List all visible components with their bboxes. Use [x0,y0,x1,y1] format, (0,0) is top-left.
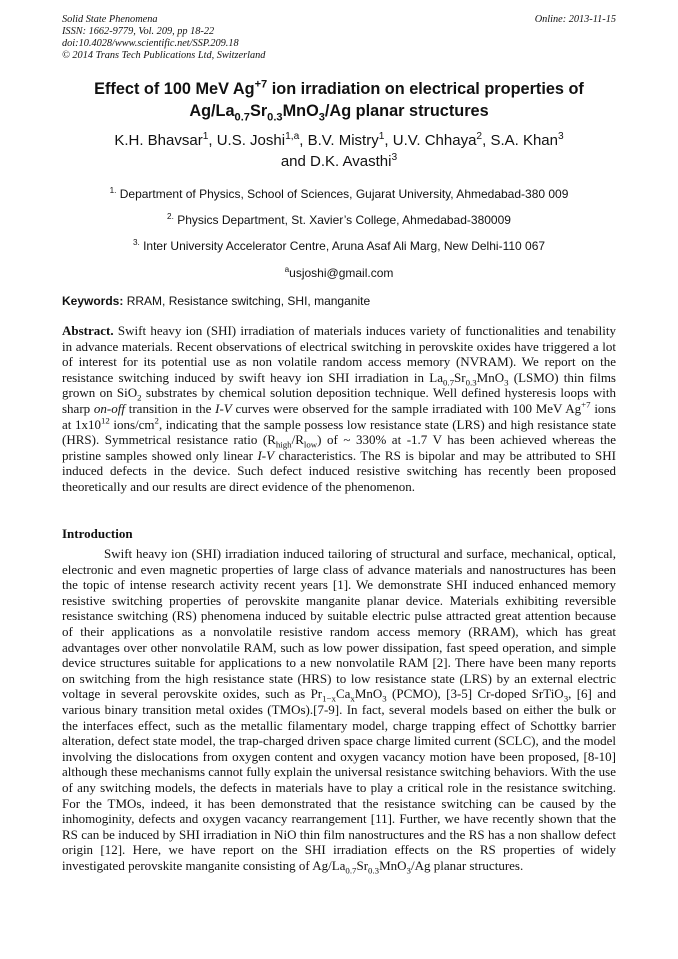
author-name: S.A. Khan [490,132,558,149]
journal-header [62,14,616,62]
affiliation-2: $^{2.}$ Physics Department, St. Xavier’s College, Ahmedabad-380009 [167,212,511,227]
author-name: B.V. Mistry [307,132,379,149]
affiliation-1: $^{1.}$ Department of Physics, School of Sciences, Gujarat University, Ahmedabad-380 009 [109,186,569,201]
keywords [62,294,616,308]
doi-line: doi:10.4028/www.scientific.net/SSP.209.18 [62,38,239,49]
keywords-label: Keywords: [62,294,124,308]
abstract: Abstract. Swift heavy ion (SHI) irradiation of materials induces variety of functionalities and tenability in advance materials. Recent observations of electrical switching in perovskite oxides have triggered a lot of interest for its potential use as non volatile random access memory (NVRAM). We report on the resistance switching induced by swift heavy ion SHI irradiation in $La_{0.7}Sr_{0.3}MnO_3$ (LSMO) thin films grown on SiO$_2$ substrates by chemical solution deposition technique. Well defined hysteresis loops with sharp on-off transition in the I-V curves were observed for the sample irradiated with 100 MeV $Ag^{+7}$ ions at $1x10^{12}$ ions/$cm^2$, indicating that the sample possess low resistance state (LRS) and high resistance state (HRS). Symmetrical resistance ratio $(R_{high}/R_{low})$ of ~ 330% at -1.7 V has been achieved whereas the pristine samples showed only linear I-V characteristics. The RS is bipolar and may be attributed to SHI induced defects in the device. Such defect induced resistive switching has recently been proposed theoretically and our results are direct evidence of the phenomenon. [62,323,617,494]
paper-title: Effect of 100 MeV $Ag^{+7}$ ion irradiation on electrical properties of $Ag/La_{0.7}Sr_{0.3}MnO_3/Ag$ planar structures [94,78,584,124]
author-list: K.H. Bhavsar$^1$, U.S. Joshi$^{1,a}$, B.V. Mistry$^1$, U.V. Chhaya$^2$, S.A. Khan$^3$ and D.K. Avasthi$^3$ [114,131,564,170]
copyright-line: © 2014 Trans Tech Publications Ltd, Switzerland [62,50,266,61]
introduction-text: Swift heavy ion (SHI) irradiation induced tailoring of structural and surface, mechanical, optical, electronic and even magnetic properties of large class of advance materials and nanostructures has been the topic of intense research activity recent years [1]. We demonstrate SHI induced enhanced memory resistive switching properties of perovskite manganite planar device. Materials exhibiting reversible resistance switching (RS) phenomena induced by suitable electric pulse attracted great attention because of their applications as a nonvolatile resistive random access memory (RRAM), which has great advantages over other nonvolatile RAM, such as low power dissipation, fast speed operation, and simple device structures suitable for applications to a new nonvolatile RAM [2]. There have been many reports on switching from the high resistance state (HRS) to low resistance state (LRS) by an external electric voltage in several perovskite oxides, such as $Pr_{1-x}Ca_xMnO_3$ (PCMO), [3-5] Cr-doped SrTiO$_3$, [6] and various binary transition metal oxides (TMOs).[7-9]. In fact, several models based on either the bulk or the interfaces effect, such as the metallic filamentary model, charge trapping effect of Schottky barrier alteration, defect state model, the trap-charged driven space charge limited current (SCLC), and the model involving the dislocations from oxygen content and oxygen vacancy motion have been proposed, [8-10] although these mechanisms cannot fully explain the universal resistance switching behaviors. With the use of any switching models, the defects in materials have to play a critical role in the resistance switching. For the TMOs, indeed, it has been demonstrated that the resistance switching can be caused by the inhomoginity, defects and oxygen vacancy rearrangement [11]. Further, we have recently shown that the RS can be induced by SHI irradiation in NiO thin film nanostructures and the RS has a non shallow defect origin [12]. Here, we have report on the SHI irradiation effects on the RS properties of widely investigated perovskite manganite consisting of $Ag/La_{0.7}Sr_{0.3}MnO_3/Ag$ planar structures. [62,546,616,876]
author-name: U.V. Chhaya [392,132,477,149]
affiliation-3: $^{3.}$ Inter University Accelerator Centre, Aruna Asaf Ali Marg, New Delhi-110 067 [132,238,546,253]
online-date: Online: 2013-11-15 [534,14,616,25]
author-name: and D.K. Avasthi [280,153,392,170]
author-name: K.H. Bhavsar [114,132,203,149]
issn-line: ISSN: 1662-9779, Vol. 209, pp 18-22 [62,26,215,37]
contact-email: $^a$usjoshi@gmail.com [284,265,394,280]
keywords-text: RRAM, Resistance switching, SHI, manganite [123,294,371,308]
journal-name: Solid State Phenomena [62,14,158,25]
abstract-label: Abstract. [62,323,114,338]
author-name: U.S. Joshi [216,132,286,149]
introduction-heading: Introduction [62,526,133,541]
